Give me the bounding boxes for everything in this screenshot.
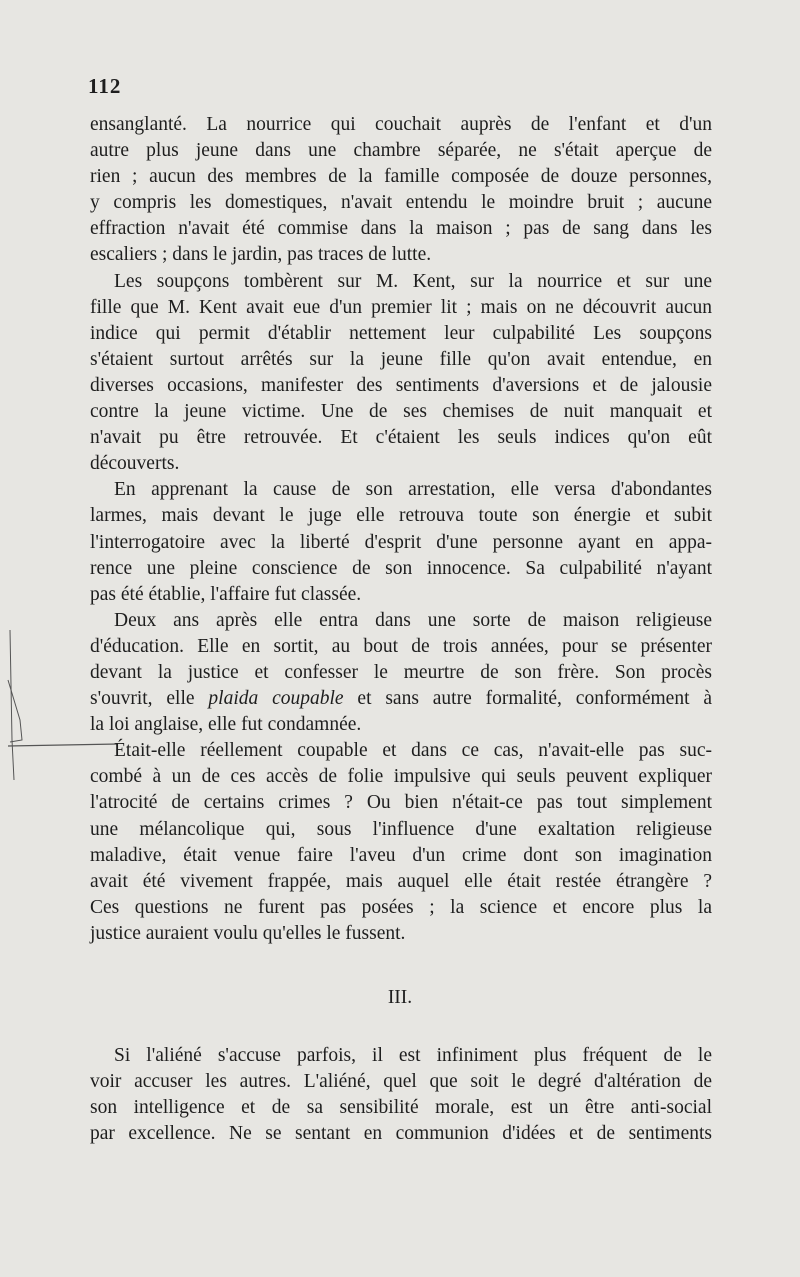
text-line: Était-elle réellement coupable et dans ce cas, n'avait-elle pas suc-: [114, 740, 712, 762]
text-line: rien ; aucun des membres de la famille composée de douze personnes,: [90, 166, 712, 188]
text-line: l'atrocité de certains crimes ? Ou bien n'était-ce pas tout simplement: [90, 792, 712, 814]
text-line: rence une pleine conscience de son innocence. Sa culpabilité n'ayant: [90, 557, 712, 579]
text-line: son intelligence et de sa sensibilité morale, est un être anti-social: [90, 1097, 712, 1119]
text-line: une mélancolique qui, sous l'influence d'une exaltation religieuse: [90, 818, 712, 840]
text-line: effraction n'avait été commise dans la maison ; pas de sang dans les: [90, 218, 712, 240]
text-line: Deux ans après elle entra dans une sorte de maison religieuse: [114, 609, 712, 631]
text-line: pas été établie, l'affaire fut classée.: [90, 583, 362, 605]
text-line: escaliers ; dans le jardin, pas traces de lutte.: [90, 244, 432, 266]
text-line: justice auraient voulu qu'elles le fussent.: [90, 922, 406, 944]
text-line: En apprenant la cause de son arrestation, elle versa d'abondantes: [114, 479, 712, 501]
text-line: Les soupçons tombèrent sur M. Kent, sur la nourrice et sur une: [114, 270, 712, 292]
text-line: voir accuser les autres. L'aliéné, quel que soit le degré d'altération de: [90, 1071, 712, 1093]
text-line: contre la jeune victime. Une de ses chemises de nuit manquait et: [90, 401, 712, 423]
text-line: fille que M. Kent avait eue d'un premier lit ; mais on ne découvrit aucun: [90, 296, 712, 318]
page-number: 112: [88, 74, 122, 98]
body-text: [90, 112, 712, 947]
text-line: larmes, mais devant le juge elle retrouva toute son énergie et subit: [90, 505, 712, 527]
text-line: s'étaient surtout arrêtés sur la jeune fille qu'on avait entendue, en: [90, 348, 712, 370]
text-line: autre plus jeune dans une chambre séparée, ne s'était aperçue de: [90, 140, 712, 162]
text-line: découverts.: [90, 453, 180, 475]
text-line: la loi anglaise, elle fut condamnée.: [90, 714, 362, 736]
text-line: avait été vivement frappée, mais auquel elle était restée étrangère ?: [90, 870, 712, 892]
text-line: d'éducation. Elle en sortit, au bout de trois années, pour se présenter: [90, 635, 712, 657]
text-line: Ces questions ne furent pas posées ; la science et encore plus la: [90, 896, 712, 918]
text-line: ensanglanté. La nourrice qui couchait auprès de l'enfant et d'un: [90, 114, 712, 135]
text-line: diverses occasions, manifester des sentiments d'aversions et de jalousie: [90, 374, 712, 396]
text-line: combé à un de ces accès de folie impulsive qui seuls peuvent expliquer: [90, 766, 712, 788]
italic-emphasis: plaida coupable: [208, 688, 344, 710]
section-heading: III.: [387, 987, 413, 1008]
text-line: devant la justice et confesser le meurtre de son frère. Son procès: [90, 661, 712, 683]
text-line: maladive, était venue faire l'aveu d'un crime dont son imagination: [90, 844, 712, 866]
text-line: indice qui permit d'établir nettement leur culpabilité Les soupçons: [90, 322, 712, 344]
text-line: n'avait pu être retrouvée. Et c'étaient les seuls indices qu'on eût: [90, 427, 712, 449]
text-line: par excellence. Ne se sentant en communion d'idées et de sentiments: [90, 1123, 712, 1145]
text-line: s'ouvrit, elle plaida coupable et sans autre formalité, conformément à: [90, 688, 712, 710]
section-body-text: [90, 1043, 712, 1147]
text-line: Si l'aliéné s'accuse parfois, il est infiniment plus fréquent de le: [114, 1045, 712, 1066]
text-line: y compris les domestiques, n'avait entendu le moindre bruit ; aucune: [90, 192, 712, 214]
text-line: l'interrogatoire avec la liberté d'esprit d'une personne ayant en appa-: [90, 531, 712, 553]
